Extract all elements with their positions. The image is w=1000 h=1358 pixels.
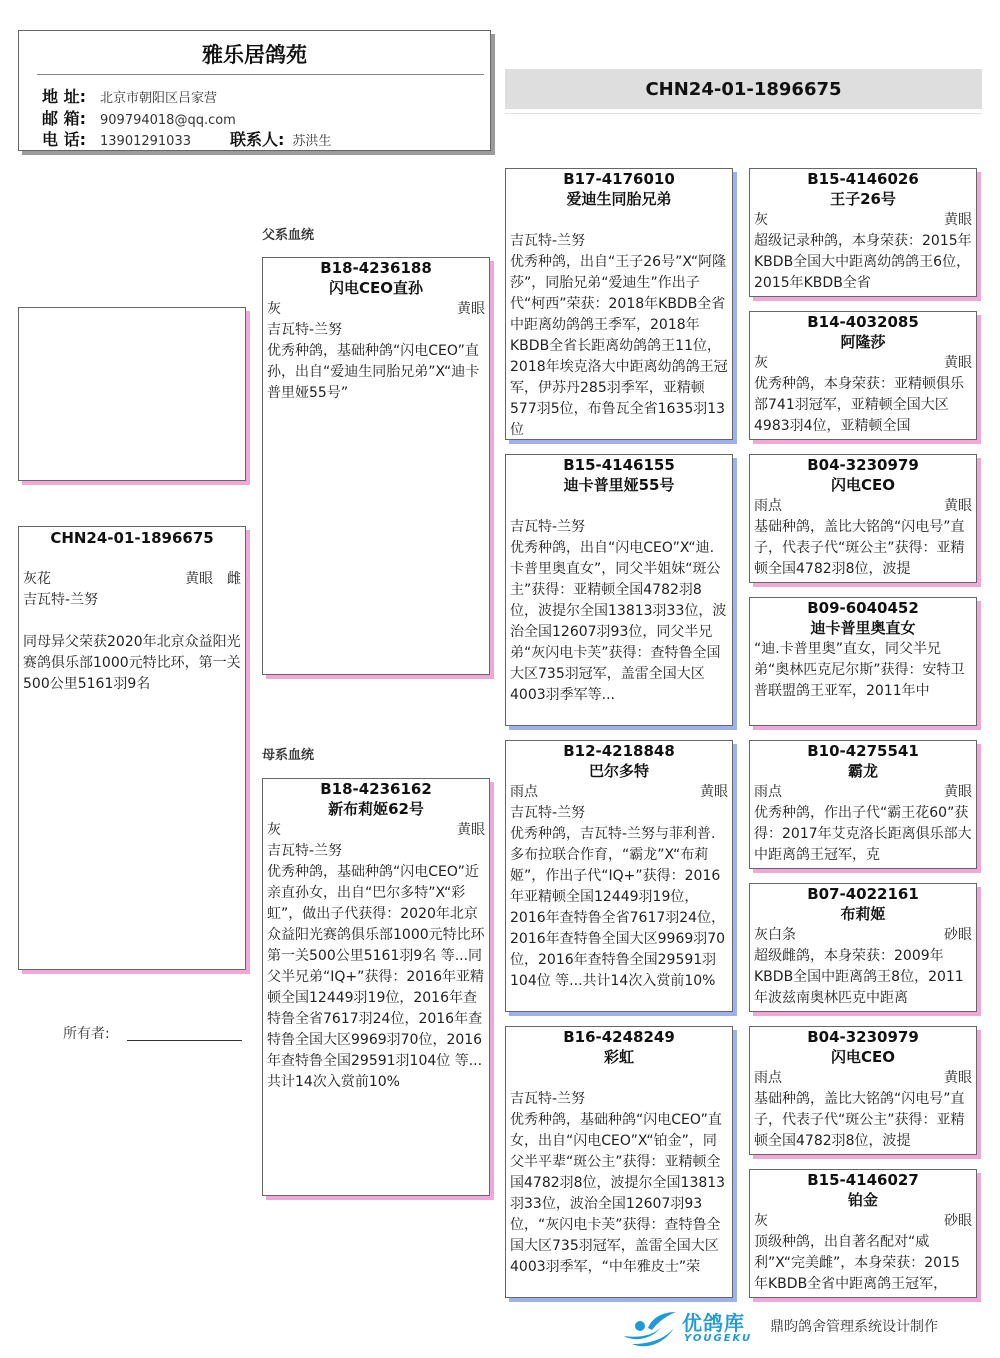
gp-ss-notes: 优秀种鸽，出自“王子26号”X“阿隆莎”，同胎兄弟“爱迪生”作出子代“柯西”荣获：2018年KBDB全省中距离幼鸽鸽王季军，2018年KBDB全省长距离幼鸽鸽王11位，2018年埃克洛大中距离幼鸽鸽王冠军，伊苏丹285羽季军，亚精顿577羽5位，布鲁瓦全省1635羽13位 [510,254,728,438]
contact-value: 苏洪生 [292,134,332,149]
dam-card [262,778,490,1196]
gp-ds-notes: 优秀种鸽，吉瓦特-兰努与菲利普.多布拉联合作育，“霸龙”X“布莉姬”，作出子代“IQ+”获得：2016年亚精顿全国12449羽19位，2016年查特鲁全省7617羽24位，2016年查特鲁全国大区9969羽70位，2016年查特鲁全国29591羽104位 等...共计14次入赏前10% [510,826,726,989]
ggp-card [749,597,977,726]
sire-ring: B18-4236188 [320,259,432,277]
subject-strain: 吉瓦特-兰努 [23,592,99,608]
dam-strain: 吉瓦特-兰努 [267,843,343,859]
ggp-name: 王子26号 [830,190,896,208]
pigeon-photo-frame [18,307,246,481]
contact-label: 联系人: [230,130,285,149]
ggp-name: 迪卡普里奥直女 [810,619,916,637]
email-value: 909794018@qq.com [100,113,236,128]
header-divider [37,74,484,75]
address-label: 地 址: [42,87,86,106]
subject-sex: 雌 [227,571,241,587]
ggp-name: 闪电CEO [830,1048,895,1066]
gp-sd-strain: 吉瓦特-兰努 [510,519,586,535]
ggp-eye: 黄眼 [944,355,972,371]
banner-underline [505,113,982,114]
ggp-notes: 顶级种鸽，出自著名配对“威利”X“完美雌”，本身荣获：2015年KBDB全省中距离鸽王冠军， [754,1234,960,1292]
email-row [42,106,236,129]
main-ring-text: CHN24-01-1896675 [645,78,842,100]
mother-line-label: 母系血统 [262,748,315,763]
ggp-color: 雨点 [754,498,782,514]
gp-dd-notes: 优秀种鸽，基础种鸽“闪电CEO”直女，出自“闪电CEO”X“铂金”，同父半平辈“斑公主”获得：亚精顿全国4782羽8位，波提尔全国13813羽33位，波治全国12607羽93位，“灰闪电卡芙”获得：查特鲁全国大区735羽冠军，盖雷全国大区4003羽季军，“中年雅皮士”荣 [510,1112,726,1275]
ggp-color: 雨点 [754,784,782,800]
footer-credit: 鼎昀鸽舍管理系统设计制作 [770,1319,938,1335]
gp-sd-ring: B15-4146155 [563,456,675,474]
footer-brand [618,1304,978,1352]
ggp-notes: 基础种鸽，盖比大铭鸽“闪电号”直子，代表子代“斑公主”获得：亚精顿全国4782羽8位，波提 [754,519,965,577]
ggp-attr-row [750,782,976,803]
loft-name: 雅乐居鸽苑 [202,43,307,67]
ggp-color: 雨点 [754,1070,782,1086]
ggp-eye: 砂眼 [944,1213,972,1229]
ggp-attr-row [750,496,976,517]
gp-ds-ring: B12-4218848 [563,742,675,760]
ggp-eye: 砂眼 [944,927,972,943]
ggp-eye: 黄眼 [944,498,972,514]
gp-sire-sire-card [505,168,733,440]
ggp-attr-row [750,925,976,946]
ggp-eye: 黄眼 [944,784,972,800]
ggp-card [749,454,977,583]
ggp-eye: 黄眼 [944,212,972,228]
yougeku-logo-icon [618,1306,682,1350]
ggp-notes: 优秀种鸽，本身荣获：亚精顿俱乐部741羽冠军，亚精顿全国大区4983羽4位，亚精顿全国 [754,376,964,434]
owner-label: 所有者: [63,1026,110,1042]
gp-ds-color: 雨点 [510,784,538,800]
brand-en: YOUGEKU [684,1333,753,1344]
ggp-card [749,168,977,297]
ggp-attr-row [750,210,976,231]
loft-header-card [18,30,491,151]
ggp-color: 灰 [754,1213,768,1229]
ggp-card [749,1026,977,1155]
phone-label: 电 话: [42,130,86,149]
ggp-notes: “迪.卡普里奥”直女，同父半兄弟“奥林匹克尼尔斯”获得：安特卫普联盟鸽王亚军，2011年中 [754,641,965,699]
dam-attr-row [263,820,489,841]
ggp-ring: B15-4146027 [807,1171,919,1189]
subject-eye-sex [185,569,241,590]
ggp-eye: 黄眼 [944,1070,972,1086]
ggp-ring: B15-4146026 [807,170,919,188]
gp-dd-strain: 吉瓦特-兰努 [510,1091,586,1107]
gp-dd-ring: B16-4248249 [563,1028,675,1046]
gp-ss-ring: B17-4176010 [563,170,675,188]
ggp-name: 闪电CEO [830,476,895,494]
ggp-card [749,1169,977,1298]
ggp-card [749,883,977,1012]
ggp-ring: B09-6040452 [807,599,919,617]
gp-sd-name: 迪卡普里娅55号 [563,476,675,494]
sire-card [262,257,490,675]
subject-eye: 黄眼 [185,571,213,587]
address-row [42,84,217,107]
dam-ring: B18-4236162 [320,780,432,798]
phone-row [42,127,331,150]
ggp-notes: 优秀种鸽，作出子代“霸王花60”获得：2017年艾克洛长距离俱乐部大中距离鸽王冠军，克 [754,805,972,863]
ggp-notes: 超级记录种鸽，本身荣获：2015年KBDB全国大中距离幼鸽鸽王6位，2015年KBDB全省 [754,233,972,291]
address-value: 北京市朝阳区吕家营 [100,91,218,106]
brand-cn: 优鸽库 [682,1311,745,1335]
gp-ds-name: 巴尔多特 [588,762,649,780]
email-label: 邮 箱: [42,109,86,128]
dam-name: 新布莉姬62号 [328,800,424,818]
dam-eye: 黄眼 [457,822,485,838]
ggp-ring: B04-3230979 [807,1028,919,1046]
ggp-name: 铂金 [847,1191,878,1209]
subject-attr-row [19,569,245,590]
ggp-ring: B04-3230979 [807,456,919,474]
ggp-notes: 超级雌鸽，本身荣获：2009年KBDB全国中距离鸽王8位，2011年波兹南奥林匹克中距离 [754,948,964,1006]
ggp-color: 灰 [754,355,768,371]
subject-color: 灰花 [23,571,51,587]
gp-ss-name: 爱迪生同胎兄弟 [566,190,672,208]
sire-color: 灰 [267,301,281,317]
ggp-ring: B07-4022161 [807,885,919,903]
gp-ss-strain: 吉瓦特-兰努 [510,233,586,249]
ggp-name: 霸龙 [847,762,878,780]
gp-ds-attr-row [506,782,732,803]
sire-strain: 吉瓦特-兰努 [267,322,343,338]
dam-color: 灰 [267,822,281,838]
gp-ds-strain: 吉瓦特-兰努 [510,805,586,821]
phone-value: 13901291033 [100,134,191,149]
ggp-attr-row [750,1068,976,1089]
ggp-ring: B10-4275541 [807,742,919,760]
gp-ds-eye: 黄眼 [700,784,728,800]
sire-name: 闪电CEO直孙 [328,279,423,297]
gp-dam-sire-card [505,740,733,1012]
ggp-attr-row [750,353,976,374]
subject-notes: 同母异父荣获2020年北京众益阳光赛鸽俱乐部1000元特比环，第一关500公里5161羽9名 [23,634,241,692]
main-ring-banner [505,69,982,109]
sire-attr-row [263,299,489,320]
sire-notes: 优秀种鸽，基础种鸽“闪电CEO”直孙，出自“爱迪生同胎兄弟”X“迪卡普里娅55号” [267,343,480,401]
father-line-label: 父系血统 [262,228,315,243]
gp-sd-notes: 优秀种鸽，出自“闪电CEO”X“迪.卡普里奥直女”，同父半姐妹“斑公主”获得：亚精顿全国4782羽8位，波提尔全国13813羽33位，波治全国12607羽93位，同父半兄弟“灰闪电卡芙”获得：查特鲁全国大区735羽冠军，盖雷全国大区4003羽季军等... [510,540,727,703]
dam-notes: 优秀种鸽，基础种鸽“闪电CEO”近亲直孙女，出自“巴尔多特”X“彩虹”，做出子代获得：2020年北京众益阳光赛鸽俱乐部1000元特比环第一关500公里5161羽9名 等...同父半兄弟“IQ+”获得：2016年亚精顿全国12449羽19位，2016年查特鲁全省7617羽24位，2016年查特鲁全国大区9969羽70位，2016年查特鲁全国29591羽104位 等...共计14次入赏前10% [267,864,485,1090]
ggp-card [749,311,977,440]
owner-signature-line [127,1040,242,1041]
subject-card [18,526,246,970]
ggp-ring: B14-4032085 [807,313,919,331]
ggp-notes: 基础种鸽，盖比大铭鸽“闪电号”直子，代表子代“斑公主”获得：亚精顿全国4782羽8位，波提 [754,1091,965,1149]
sire-eye: 黄眼 [457,301,485,317]
subject-ring: CHN24-01-1896675 [50,529,214,547]
ggp-name: 阿隆莎 [840,333,886,351]
ggp-color: 灰 [754,212,768,228]
gp-sire-dam-card [505,454,733,726]
ggp-card [749,740,977,869]
ggp-attr-row [750,1211,976,1232]
ggp-color: 灰白条 [754,927,796,943]
ggp-name: 布莉姬 [840,905,886,923]
gp-dd-name: 彩虹 [603,1048,634,1066]
gp-dam-dam-card [505,1026,733,1298]
